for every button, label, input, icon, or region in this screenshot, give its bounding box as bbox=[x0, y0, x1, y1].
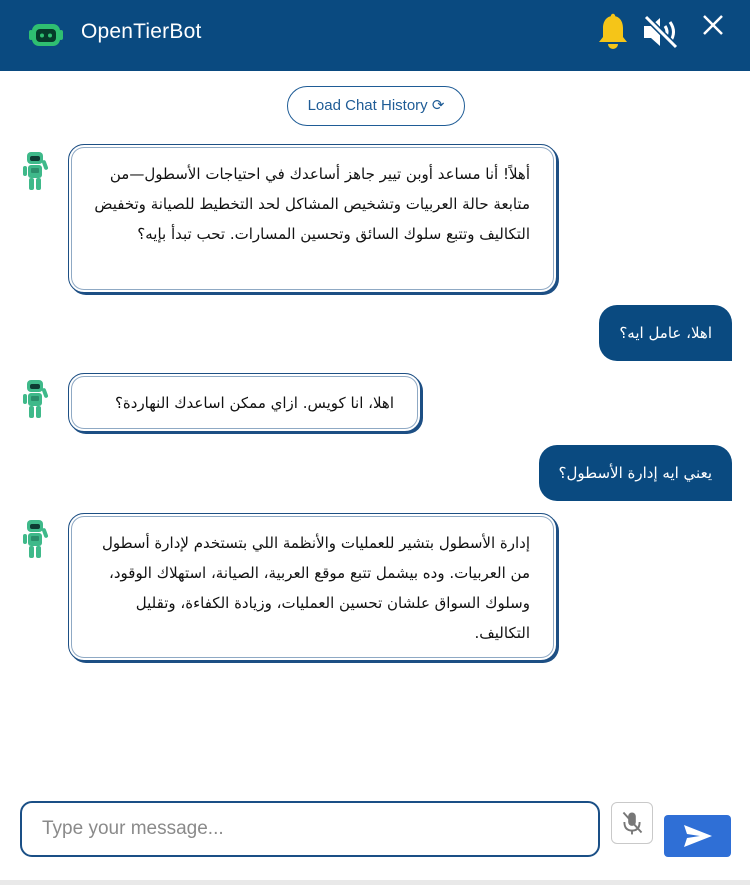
bot-avatar-icon bbox=[20, 150, 52, 192]
message-input[interactable] bbox=[20, 801, 600, 857]
bot-avatar-icon bbox=[20, 518, 52, 560]
bell-icon[interactable] bbox=[596, 13, 630, 51]
send-arrow-icon bbox=[664, 815, 731, 857]
load-chat-history-button[interactable]: Load Chat History ⟳ bbox=[287, 86, 465, 126]
bot-logo-icon bbox=[27, 21, 65, 49]
bot-message: اهلا، انا كويس. ازاي ممكن اساعدك النهاردة؟ bbox=[68, 373, 421, 432]
app-title: OpenTierBot bbox=[81, 20, 202, 43]
user-message: اهلا، عامل ايه؟ bbox=[599, 305, 732, 361]
bottom-divider bbox=[0, 880, 750, 885]
user-message: يعني ايه إدارة الأسطول؟ bbox=[539, 445, 732, 501]
bot-avatar-icon bbox=[20, 378, 52, 420]
bot-message: إدارة الأسطول بتشير للعمليات والأنظمة اللي بتستخدم لإدارة أسطول من العربيات. وده بيشمل تتبع موقع العربية، الصيانة، استهلاك الوقود، وسلوك السواق علشان تحسين العمليات، وزيادة الكفاءة، وتقليل التكاليف. bbox=[68, 513, 557, 661]
microphone-off-icon bbox=[612, 803, 652, 843]
close-icon[interactable] bbox=[700, 12, 726, 38]
send-button[interactable] bbox=[664, 815, 731, 857]
microphone-button[interactable] bbox=[611, 802, 653, 844]
chat-header bbox=[0, 0, 750, 71]
bot-message: أهلاً! أنا مساعد أوبن تيير جاهز أساعدك في احتياجات الأسطول—من متابعة حالة العربيات وتشخيص المشاكل لحد التخطيط للصيانة وتخفيض التكاليف وتتبع سلوك السائق وتحسين المسارات. تحب تبدأ بإيه؟ bbox=[68, 144, 557, 293]
volume-mute-icon[interactable] bbox=[640, 14, 680, 50]
